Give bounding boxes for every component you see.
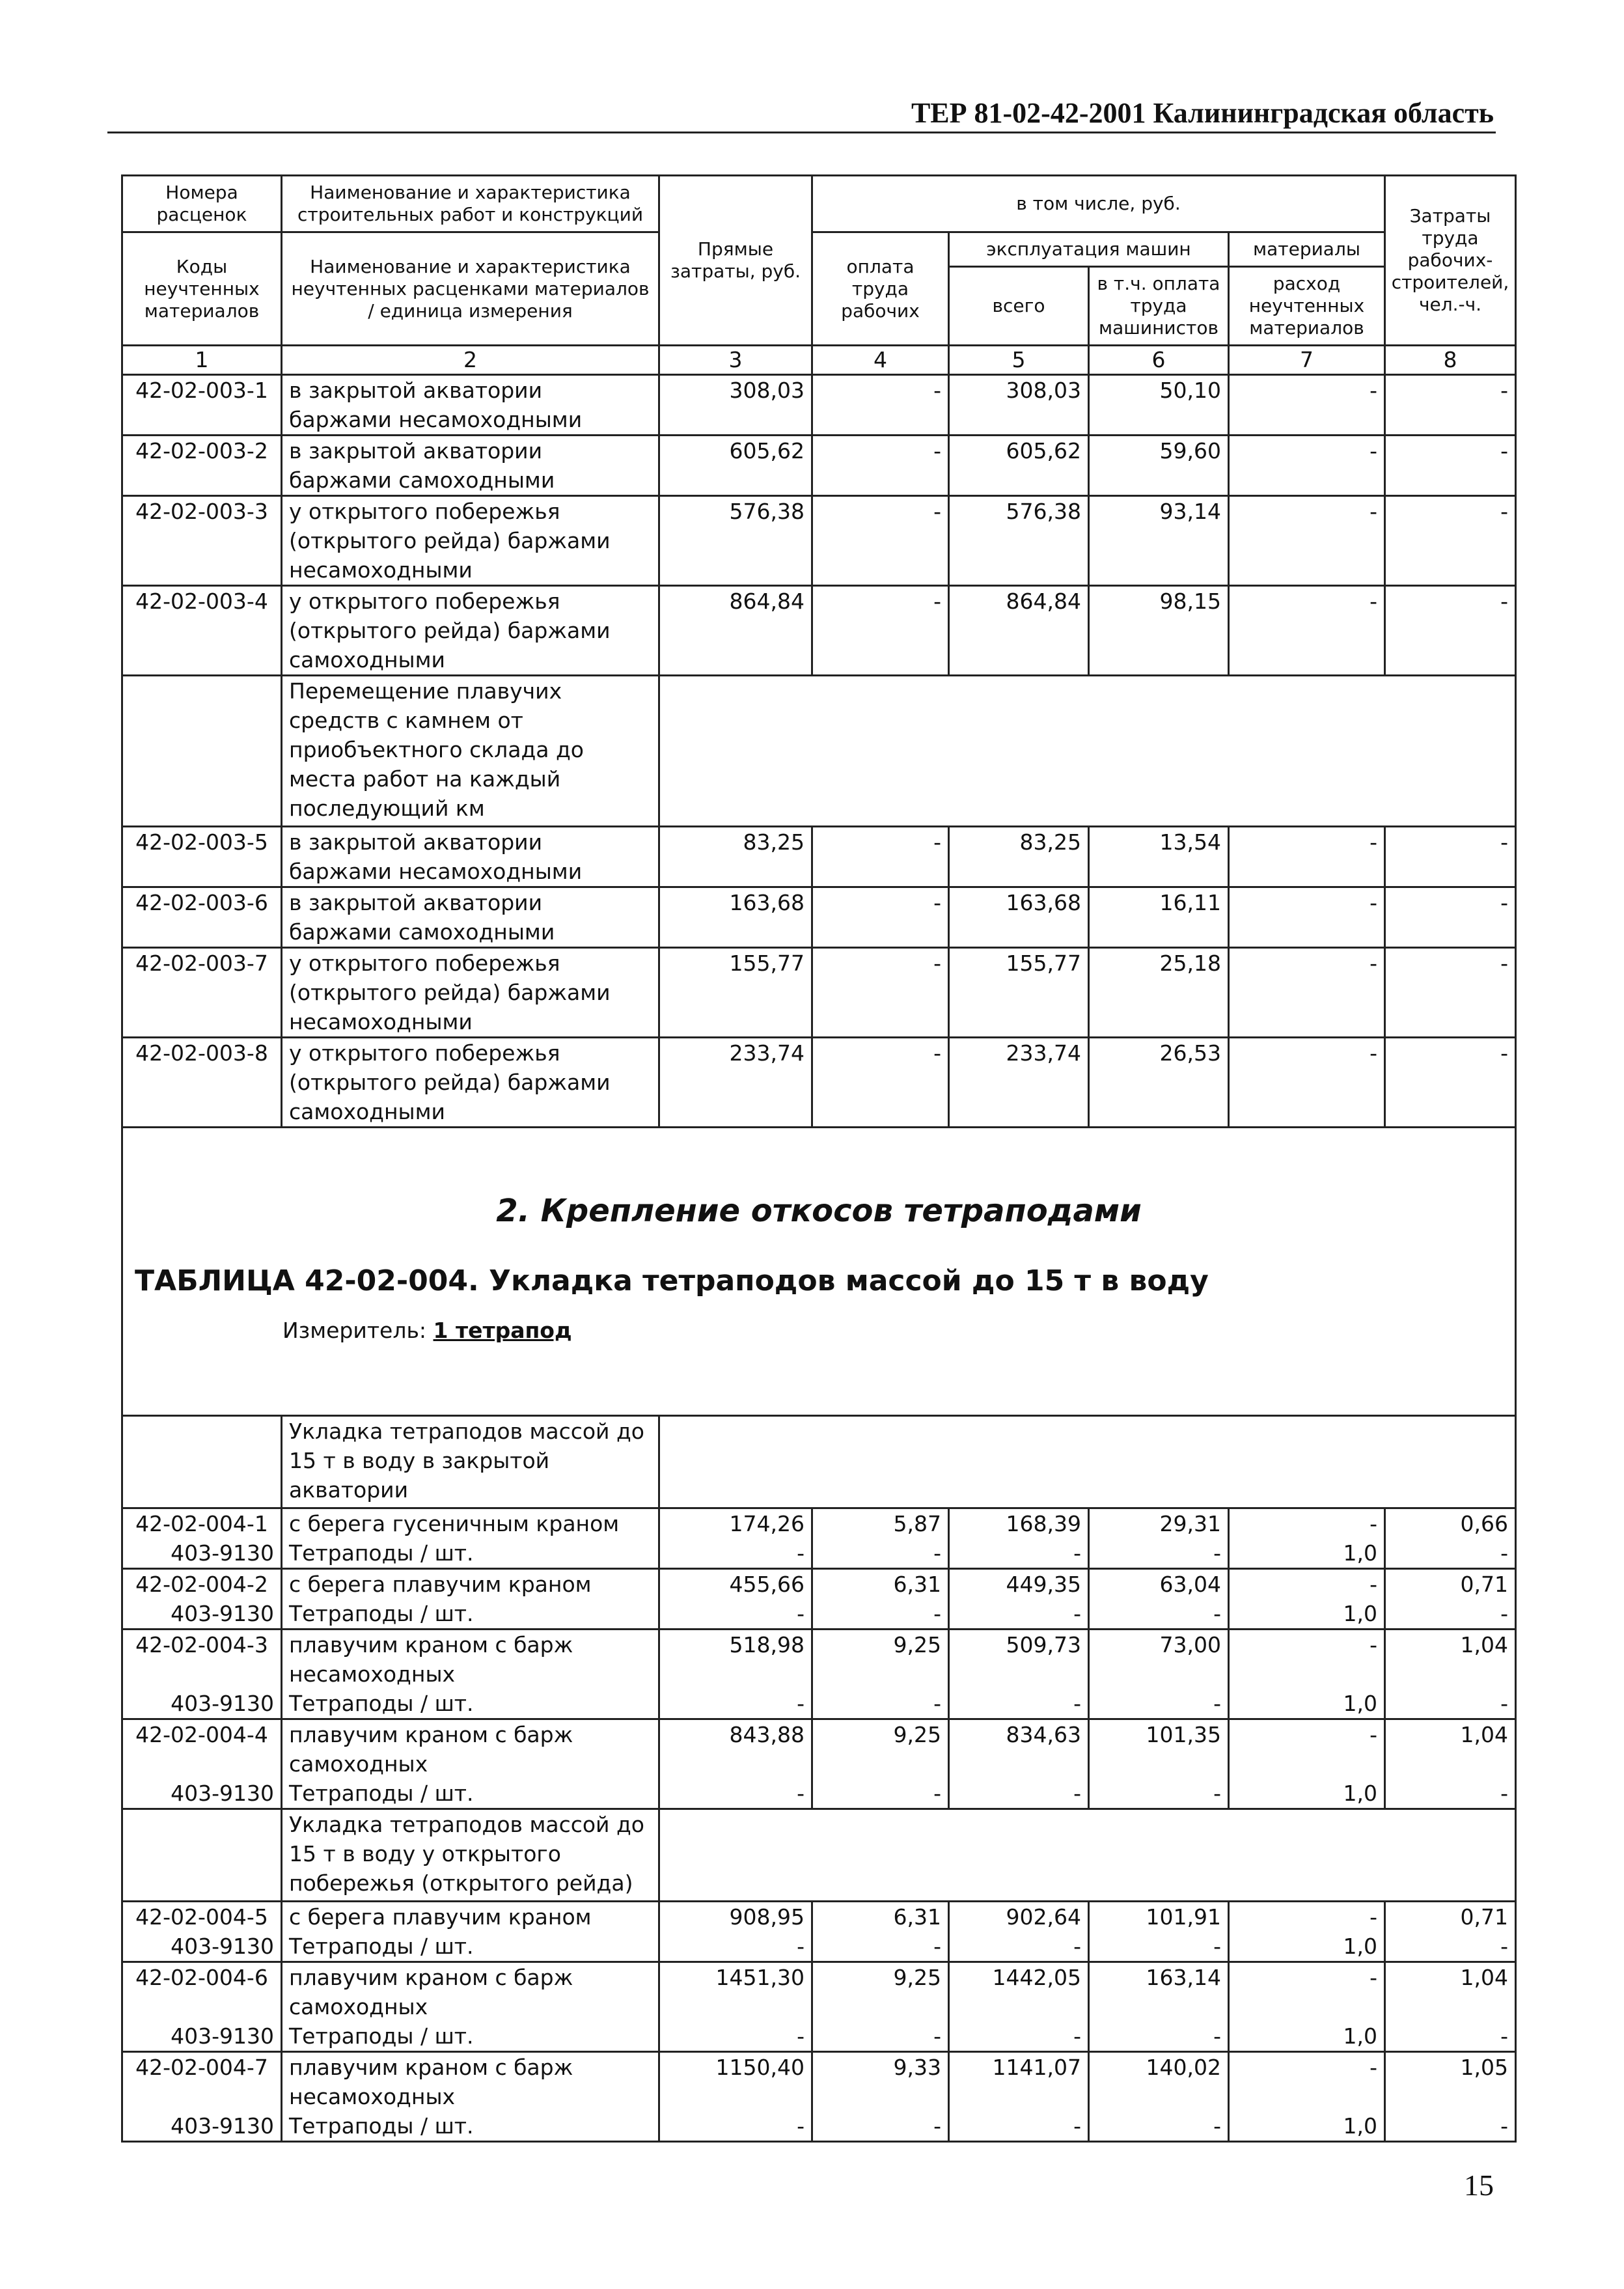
rates-table — [121, 174, 1517, 2143]
worker-wages: - — [812, 1038, 949, 1128]
labor-costs: - — [1385, 1038, 1516, 1128]
material-usage: - — [1229, 1902, 1385, 1932]
material-name: Тетраподы / шт. — [282, 1599, 659, 1630]
header-machinist-wages: в т.ч. оплата труда машинистов — [1089, 267, 1229, 346]
worker-wages: - — [812, 496, 949, 586]
material-usage: - — [1229, 496, 1385, 586]
machines-total: - — [949, 1599, 1089, 1630]
material-usage: - — [1229, 586, 1385, 676]
direct-costs: 908,95 — [659, 1902, 812, 1932]
work-name: у открытого побережья (открытого рейда) баржами несамоходными — [282, 948, 659, 1038]
machinist-wages: 140,02 — [1089, 2052, 1229, 2112]
material-row — [122, 1538, 1516, 1569]
machinist-wages: - — [1089, 1538, 1229, 1569]
material-row — [122, 1779, 1516, 1809]
worker-wages: - — [812, 2111, 949, 2142]
machinist-wages: - — [1089, 2111, 1229, 2142]
group-empty-values — [659, 1809, 1516, 1902]
column-number: 5 — [949, 346, 1089, 375]
header-rule — [107, 132, 1496, 133]
table-row — [122, 827, 1516, 887]
group-empty-code — [122, 1416, 282, 1508]
direct-costs: 1150,40 — [659, 2052, 812, 2112]
material-row — [122, 2111, 1516, 2142]
labor-costs: - — [1385, 887, 1516, 948]
direct-costs: 455,66 — [659, 1569, 812, 1600]
direct-costs: - — [659, 1538, 812, 1569]
labor-costs: - — [1385, 586, 1516, 676]
machines-total: 163,68 — [949, 887, 1089, 948]
material-usage: - — [1229, 827, 1385, 887]
worker-wages: - — [812, 375, 949, 436]
document-header-title: ТЕР 81-02-42-2001 Калининградская область — [911, 97, 1494, 129]
header-direct-costs: Прямые затраты, руб. — [659, 176, 812, 346]
direct-costs: 308,03 — [659, 375, 812, 436]
material-usage: - — [1229, 1569, 1385, 1600]
labor-costs: 0,71 — [1385, 1569, 1516, 1600]
worker-wages: 9,25 — [812, 1962, 949, 2022]
worker-wages: 6,31 — [812, 1902, 949, 1932]
direct-costs: 576,38 — [659, 496, 812, 586]
table-row — [122, 948, 1516, 1038]
machines-total: 449,35 — [949, 1569, 1089, 1600]
work-name: плавучим краном с барж самоходных — [282, 1962, 659, 2022]
machinist-wages: - — [1089, 1599, 1229, 1630]
worker-wages: 6,31 — [812, 1569, 949, 1600]
column-number: 7 — [1229, 346, 1385, 375]
labor-costs: - — [1385, 1538, 1516, 1569]
group-heading-move: Перемещение плавучих средств с камнем от приобъектного склада до места работ на каждый последующий км — [282, 676, 659, 827]
header-including: в том числе, руб. — [812, 176, 1385, 232]
material-row — [122, 2021, 1516, 2052]
labor-costs: 0,66 — [1385, 1508, 1516, 1539]
group-empty-code — [122, 676, 282, 827]
machinist-wages: 101,91 — [1089, 1902, 1229, 1932]
group-row — [122, 1809, 1516, 1902]
table-header-row — [122, 176, 1516, 232]
machinist-wages: 163,14 — [1089, 1962, 1229, 2022]
material-usage: - — [1229, 1038, 1385, 1128]
table-title: ТАБЛИЦА 42-02-004. Укладка тетраподов массой до 15 т в воду — [135, 1264, 1209, 1297]
direct-costs: - — [659, 2021, 812, 2052]
machines-total: 902,64 — [949, 1902, 1089, 1932]
machinist-wages: 73,00 — [1089, 1630, 1229, 1689]
header-codes-bottom: Коды неучтенных материалов — [122, 232, 282, 346]
machinist-wages: 29,31 — [1089, 1508, 1229, 1539]
labor-costs: - — [1385, 948, 1516, 1038]
direct-costs: 605,62 — [659, 436, 812, 496]
material-usage: 1,0 — [1229, 1779, 1385, 1809]
labor-costs: - — [1385, 1689, 1516, 1719]
machinist-wages: - — [1089, 1779, 1229, 1809]
worker-wages: 9,25 — [812, 1630, 949, 1689]
direct-costs: 843,88 — [659, 1719, 812, 1779]
work-name: в закрытой акватории баржами несамоходными — [282, 375, 659, 436]
table-row — [122, 1038, 1516, 1128]
table-row — [122, 1962, 1516, 2022]
material-row — [122, 1689, 1516, 1719]
work-name: у открытого побережья (открытого рейда) баржами несамоходными — [282, 496, 659, 586]
material-usage: - — [1229, 1962, 1385, 2022]
labor-costs: 1,04 — [1385, 1962, 1516, 2022]
machinist-wages: - — [1089, 1932, 1229, 1962]
direct-costs: - — [659, 1779, 812, 1809]
material-name: Тетраподы / шт. — [282, 1932, 659, 1962]
worker-wages: - — [812, 1689, 949, 1719]
material-usage: - — [1229, 436, 1385, 496]
material-row — [122, 1932, 1516, 1962]
machinist-wages: 26,53 — [1089, 1038, 1229, 1128]
direct-costs: 864,84 — [659, 586, 812, 676]
machines-total: 864,84 — [949, 586, 1089, 676]
table-row — [122, 375, 1516, 436]
column-number: 2 — [282, 346, 659, 375]
material-name: Тетраподы / шт. — [282, 1779, 659, 1809]
labor-costs: - — [1385, 496, 1516, 586]
rate-code: 42-02-003-3 — [122, 496, 282, 586]
work-name: у открытого побережья (открытого рейда) баржами самоходными — [282, 1038, 659, 1128]
machines-total: 509,73 — [949, 1630, 1089, 1689]
table-row — [122, 436, 1516, 496]
page-number: 15 — [1464, 2169, 1494, 2202]
material-code: 403-9130 — [122, 2111, 282, 2142]
material-code: 403-9130 — [122, 2021, 282, 2052]
rate-code: 42-02-003-1 — [122, 375, 282, 436]
direct-costs: 155,77 — [659, 948, 812, 1038]
work-name: плавучим краном с барж самоходных — [282, 1719, 659, 1779]
worker-wages: - — [812, 586, 949, 676]
worker-wages: - — [812, 948, 949, 1038]
machinist-wages: 50,10 — [1089, 375, 1229, 436]
column-number: 4 — [812, 346, 949, 375]
table-row — [122, 887, 1516, 948]
rate-code: 42-02-004-5 — [122, 1902, 282, 1932]
direct-costs: - — [659, 1689, 812, 1719]
machines-total: 576,38 — [949, 496, 1089, 586]
direct-costs: - — [659, 2111, 812, 2142]
group-empty-values — [659, 676, 1516, 827]
table-row — [122, 586, 1516, 676]
machines-total: - — [949, 1932, 1089, 1962]
header-machines: эксплуатация машин — [949, 232, 1229, 267]
machines-total: 83,25 — [949, 827, 1089, 887]
table-row — [122, 1508, 1516, 1539]
worker-wages: - — [812, 436, 949, 496]
column-number: 8 — [1385, 346, 1516, 375]
material-code: 403-9130 — [122, 1932, 282, 1962]
material-row — [122, 1599, 1516, 1630]
direct-costs: - — [659, 1932, 812, 1962]
worker-wages: - — [812, 2021, 949, 2052]
direct-costs: - — [659, 1599, 812, 1630]
table-row — [122, 2052, 1516, 2112]
machinist-wages: 101,35 — [1089, 1719, 1229, 1779]
rate-code: 42-02-003-5 — [122, 827, 282, 887]
material-usage: 1,0 — [1229, 1932, 1385, 1962]
machines-total: 1442,05 — [949, 1962, 1089, 2022]
machines-total: 1141,07 — [949, 2052, 1089, 2112]
material-usage: - — [1229, 1719, 1385, 1779]
rate-code: 42-02-003-4 — [122, 586, 282, 676]
work-name: с берега гусеничным краном — [282, 1508, 659, 1539]
material-name: Тетраподы / шт. — [282, 2021, 659, 2052]
work-name: плавучим краном с барж несамоходных — [282, 1630, 659, 1689]
work-name: в закрытой акватории баржами самоходными — [282, 436, 659, 496]
direct-costs: 1451,30 — [659, 1962, 812, 2022]
table-row — [122, 1902, 1516, 1932]
machinist-wages: 59,60 — [1089, 436, 1229, 496]
table-header-row — [122, 232, 1516, 267]
machines-total: - — [949, 2021, 1089, 2052]
rate-code: 42-02-003-8 — [122, 1038, 282, 1128]
material-usage: 1,0 — [1229, 1538, 1385, 1569]
direct-costs: 163,68 — [659, 887, 812, 948]
rate-code: 42-02-003-7 — [122, 948, 282, 1038]
group-row — [122, 1416, 1516, 1508]
table-row — [122, 1719, 1516, 1779]
machinist-wages: 93,14 — [1089, 496, 1229, 586]
group-empty-values — [659, 1416, 1516, 1508]
labor-costs: - — [1385, 1779, 1516, 1809]
material-code: 403-9130 — [122, 1538, 282, 1569]
rate-code: 42-02-004-4 — [122, 1719, 282, 1779]
table-row — [122, 1630, 1516, 1689]
machines-total: 308,03 — [949, 375, 1089, 436]
labor-costs: - — [1385, 1932, 1516, 1962]
work-name: с берега плавучим краном — [282, 1569, 659, 1600]
rate-code: 42-02-004-2 — [122, 1569, 282, 1600]
labor-costs: - — [1385, 375, 1516, 436]
rate-code: 42-02-004-3 — [122, 1630, 282, 1689]
worker-wages: - — [812, 1932, 949, 1962]
machines-total: 168,39 — [949, 1508, 1089, 1539]
material-usage: - — [1229, 2052, 1385, 2112]
material-usage: 1,0 — [1229, 1599, 1385, 1630]
worker-wages: - — [812, 1599, 949, 1630]
measurer-value: 1 тетрапод — [433, 1318, 572, 1343]
material-usage: 1,0 — [1229, 2111, 1385, 2142]
work-name: в закрытой акватории баржами несамоходными — [282, 827, 659, 887]
worker-wages: - — [812, 827, 949, 887]
machinist-wages: 13,54 — [1089, 827, 1229, 887]
header-material-usage: расход неучтенных материалов — [1229, 267, 1385, 346]
direct-costs: 83,25 — [659, 827, 812, 887]
worker-wages: 9,25 — [812, 1719, 949, 1779]
machinist-wages: 63,04 — [1089, 1569, 1229, 1600]
machines-total: - — [949, 2111, 1089, 2142]
machines-total: - — [949, 1779, 1089, 1809]
worker-wages: - — [812, 1538, 949, 1569]
labor-costs: - — [1385, 1599, 1516, 1630]
material-usage: - — [1229, 948, 1385, 1038]
section-row — [122, 1128, 1516, 1416]
labor-costs: 1,05 — [1385, 2052, 1516, 2112]
column-number: 3 — [659, 346, 812, 375]
direct-costs: 174,26 — [659, 1508, 812, 1539]
column-numbers-row — [122, 346, 1516, 375]
rate-code: 42-02-003-6 — [122, 887, 282, 948]
worker-wages: 9,33 — [812, 2052, 949, 2112]
column-number: 1 — [122, 346, 282, 375]
work-name: плавучим краном с барж несамоходных — [282, 2052, 659, 2112]
worker-wages: - — [812, 887, 949, 948]
material-usage: - — [1229, 1508, 1385, 1539]
rate-code: 42-02-004-1 — [122, 1508, 282, 1539]
header-name-bottom: Наименование и характеристика неучтенных расценками материалов / единица измерения — [282, 232, 659, 346]
work-name: с берега плавучим краном — [282, 1902, 659, 1932]
material-code: 403-9130 — [122, 1599, 282, 1630]
table-row — [122, 1569, 1516, 1600]
direct-costs: 233,74 — [659, 1038, 812, 1128]
group-heading-open-coast: Укладка тетраподов массой до 15 т в воду у открытого побережья (открытого рейда) — [282, 1809, 659, 1902]
material-name: Тетраподы / шт. — [282, 1689, 659, 1719]
material-code: 403-9130 — [122, 1689, 282, 1719]
labor-costs: 1,04 — [1385, 1719, 1516, 1779]
section-band — [122, 1128, 1516, 1416]
labor-costs: - — [1385, 2111, 1516, 2142]
machines-total: 233,74 — [949, 1038, 1089, 1128]
header-machines-total: всего — [949, 267, 1089, 346]
group-heading-closed-water: Укладка тетраподов массой до 15 т в воду в закрытой акватории — [282, 1416, 659, 1508]
group-row — [122, 676, 1516, 827]
material-name: Тетраподы / шт. — [282, 1538, 659, 1569]
material-usage: - — [1229, 887, 1385, 948]
machinist-wages: 25,18 — [1089, 948, 1229, 1038]
machines-total: - — [949, 1689, 1089, 1719]
machinist-wages: - — [1089, 1689, 1229, 1719]
machinist-wages: - — [1089, 2021, 1229, 2052]
worker-wages: 5,87 — [812, 1508, 949, 1539]
material-usage: - — [1229, 1630, 1385, 1689]
header-materials: материалы — [1229, 232, 1385, 267]
rate-code: 42-02-003-2 — [122, 436, 282, 496]
labor-costs: - — [1385, 436, 1516, 496]
machines-total: 605,62 — [949, 436, 1089, 496]
measurer — [282, 1316, 572, 1345]
machinist-wages: 16,11 — [1089, 887, 1229, 948]
rate-code: 42-02-004-7 — [122, 2052, 282, 2112]
group-empty-code — [122, 1809, 282, 1902]
work-name: в закрытой акватории баржами самоходными — [282, 887, 659, 948]
rate-code: 42-02-004-6 — [122, 1962, 282, 2022]
header-codes-top: Номера расценок — [122, 176, 282, 232]
direct-costs: 518,98 — [659, 1630, 812, 1689]
machines-total: 834,63 — [949, 1719, 1089, 1779]
material-usage: 1,0 — [1229, 1689, 1385, 1719]
material-usage: - — [1229, 375, 1385, 436]
material-name: Тетраподы / шт. — [282, 2111, 659, 2142]
machines-total: - — [949, 1538, 1089, 1569]
header-name-top: Наименование и характеристика строительных работ и конструкций — [282, 176, 659, 232]
machines-total: 155,77 — [949, 948, 1089, 1038]
measurer-label: Измеритель: — [282, 1318, 427, 1343]
worker-wages: - — [812, 1779, 949, 1809]
work-name: у открытого побережья (открытого рейда) баржами самоходными — [282, 586, 659, 676]
material-code: 403-9130 — [122, 1779, 282, 1809]
material-usage: 1,0 — [1229, 2021, 1385, 2052]
header-labor: Затраты труда рабочих-строителей, чел.-ч. — [1385, 176, 1516, 346]
labor-costs: 1,04 — [1385, 1630, 1516, 1689]
section-band-inner — [123, 1128, 1515, 1415]
header-wages: оплата труда рабочих — [812, 232, 949, 346]
labor-costs: 0,71 — [1385, 1902, 1516, 1932]
machinist-wages: 98,15 — [1089, 586, 1229, 676]
column-number: 6 — [1089, 346, 1229, 375]
labor-costs: - — [1385, 827, 1516, 887]
labor-costs: - — [1385, 2021, 1516, 2052]
table-row — [122, 496, 1516, 586]
section-title: 2. Крепление откосов тетраподами — [496, 1193, 1142, 1229]
